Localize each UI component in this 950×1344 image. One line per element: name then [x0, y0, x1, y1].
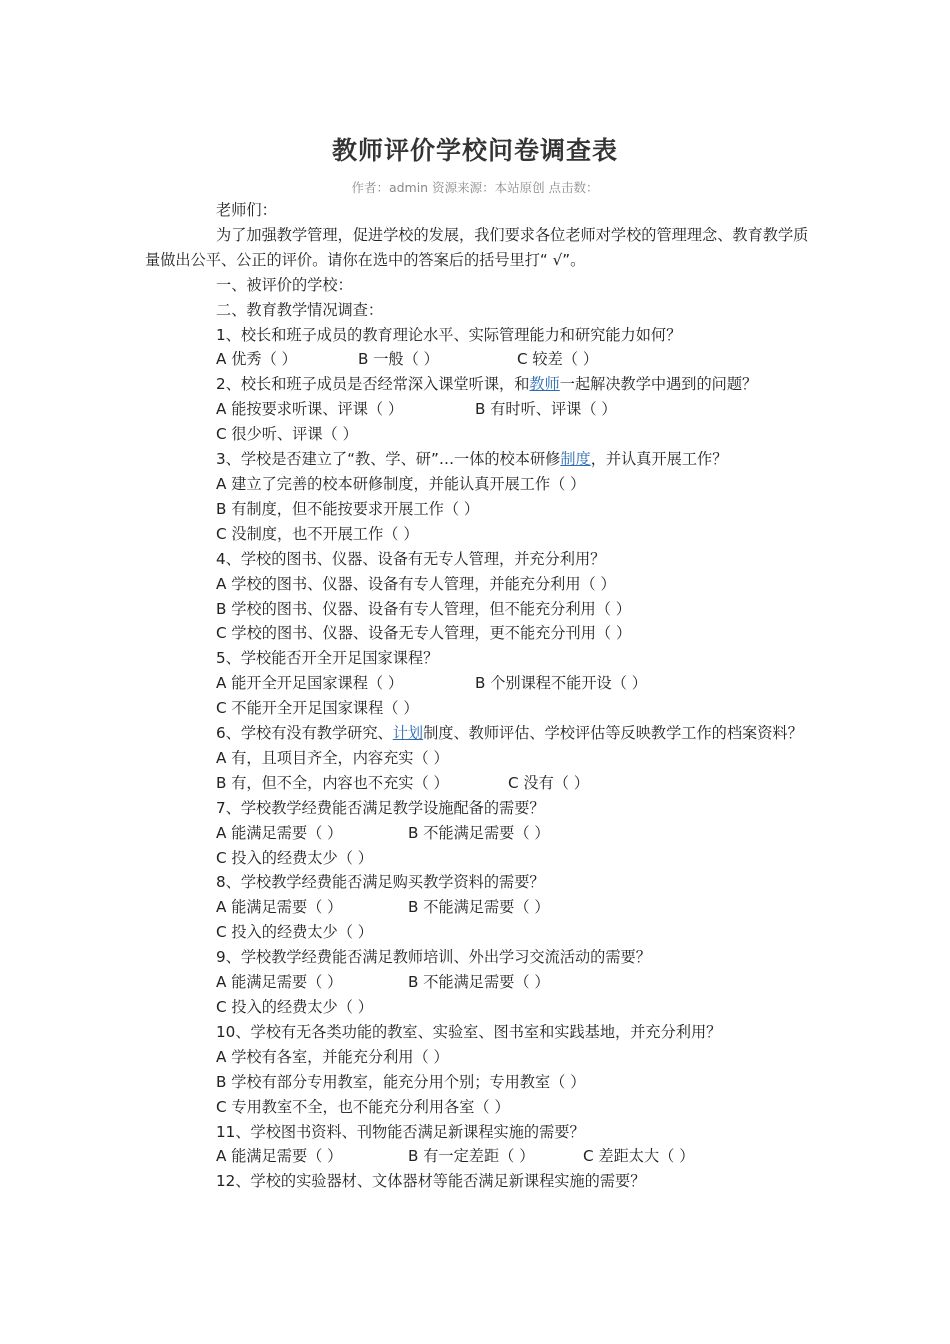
options-row	[145, 970, 810, 995]
option-c: C 投入的经费太少（ ）	[216, 998, 373, 1016]
option-a: A 能按要求听课、评课（ ）	[216, 400, 404, 419]
question-text: ，并认真开展工作？	[590, 450, 728, 469]
option-a: A 有，且项目齐全，内容充实（ ）	[216, 748, 449, 767]
question-2	[145, 372, 810, 397]
option-b: B 一般（ ）	[358, 350, 439, 369]
option-b: B 有一定差距（ ）	[408, 1147, 535, 1166]
intro-paragraph: 为了加强教学管理，促进学校的发展，我们要求各位老师对学校的管理理念、教育教学质量做出公平、公正的评价。请你在选中的答案后的括号里打“ √”。	[145, 225, 809, 269]
greeting: 老师们：	[216, 201, 277, 219]
option-c: C 投入的经费太少（ ）	[216, 923, 373, 942]
question-text: 制度、教师评估、学校评估等反映教学工作的档案资料？	[423, 724, 803, 743]
option-a: A 能满足需要（ ）	[216, 973, 343, 992]
question-6	[145, 721, 810, 746]
option-a: A 建立了完善的校本研修制度，并能认真开展工作（ ）	[216, 474, 586, 493]
question-10: 10、学校有无各类功能的教室、实验室、图书室和实践基地，并充分利用？	[216, 1022, 722, 1041]
option-b: B 学校的图书、仪器、设备有专人管理，但不能充分利用（ ）	[216, 599, 631, 618]
option-c: C 学校的图书、仪器、设备无专人管理，更不能充分刊用（ ）	[216, 624, 632, 643]
option-c: C 没制度，也不开展工作（ ）	[216, 524, 419, 543]
option-b: B 不能满足需要（ ）	[408, 973, 550, 992]
option-c: C 差距太大（ ）	[583, 1147, 695, 1166]
option-b: B 有时听、评课（ ）	[475, 400, 617, 419]
option-a: A 能满足需要（ ）	[216, 823, 343, 842]
question-7: 7、学校教学经费能否满足教学设施配备的需要？	[216, 798, 545, 817]
options-row	[145, 671, 810, 696]
question-3	[145, 447, 810, 472]
questionnaire-body	[145, 198, 810, 1194]
article-meta: 作者：admin 资源来源：本站原创 点击数：	[351, 180, 599, 195]
option-b: B 个别课程不能开设（ ）	[475, 674, 647, 693]
link-teacher[interactable]: 教师	[529, 375, 560, 394]
question-5: 5、学校能否开全开足国家课程？	[216, 649, 439, 668]
options-row	[145, 1144, 810, 1169]
option-c: C 不能开全开足国家课程（ ）	[216, 699, 419, 718]
section-heading: 一、被评价的学校：	[216, 275, 353, 294]
question-12: 12、学校的实验器材、文体器材等能否满足新课程实施的需要？	[216, 1172, 646, 1191]
option-c: C 没有（ ）	[508, 773, 590, 792]
options-row	[145, 347, 810, 372]
options-row	[145, 821, 810, 846]
option-a: A 能满足需要（ ）	[216, 898, 343, 917]
option-c: C 投入的经费太少（ ）	[216, 848, 373, 867]
question-8: 8、学校教学经费能否满足购买教学资料的需要？	[216, 873, 545, 892]
question-text: 3、学校是否建立了“教、学、研”…一体的校本研修	[216, 450, 561, 469]
question-11: 11、学校图书资料、刊物能否满足新课程实施的需要？	[216, 1122, 585, 1141]
option-c: C 专用教室不全，也不能充分利用各室（ ）	[216, 1097, 510, 1116]
link-system[interactable]: 制度	[560, 450, 591, 469]
option-b: B 学校有部分专用教室，能充分用个别；专用教室（ ）	[216, 1072, 586, 1091]
option-b: B 有，但不全，内容也不充实（ ）	[216, 773, 449, 792]
question-text: 2、校长和班子成员是否经常深入课堂听课，和	[216, 375, 530, 394]
question-1: 1、校长和班子成员的教育理论水平、实际管理能力和研究能力如何？	[216, 325, 682, 344]
option-a: A 优秀（ ）	[216, 350, 297, 369]
option-b: B 不能满足需要（ ）	[408, 898, 550, 917]
option-a: A 学校的图书、仪器、设备有专人管理，并能充分利用（ ）	[216, 574, 616, 593]
link-plan[interactable]: 计划	[392, 724, 424, 743]
question-4: 4、学校的图书、仪器、设备有无专人管理，并充分利用？	[216, 549, 606, 568]
question-text: 一起解决教学中遇到的问题？	[559, 375, 758, 394]
option-c: C 很少听、评课（ ）	[216, 425, 358, 444]
option-c: C 较差（ ）	[517, 350, 599, 369]
option-a: A 能开全开足国家课程（ ）	[216, 674, 404, 693]
document-title: 教师评价学校问卷调查表	[331, 136, 618, 165]
options-row	[145, 895, 810, 920]
option-a: A 能满足需要（ ）	[216, 1147, 343, 1166]
options-row	[145, 771, 810, 796]
option-a: A 学校有各室，并能充分利用（ ）	[216, 1047, 449, 1066]
option-b: B 不能满足需要（ ）	[408, 823, 550, 842]
question-9: 9、学校教学经费能否满足教师培训、外出学习交流活动的需要？	[216, 948, 651, 967]
option-b: B 有制度，但不能按要求开展工作（ ）	[216, 499, 480, 518]
question-text: 6、学校有没有教学研究、	[216, 724, 393, 743]
options-row	[145, 397, 810, 422]
section-heading: 二、教育教学情况调查：	[216, 300, 384, 319]
